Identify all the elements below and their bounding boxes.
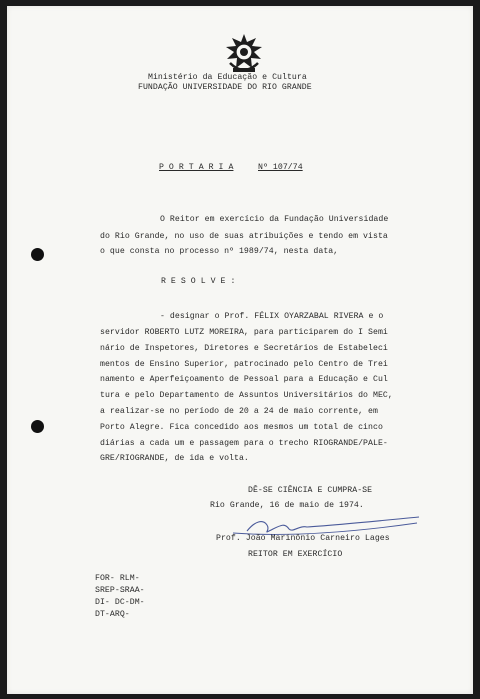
body-line: mentos de Ensino Superior, patrocinado pelo Centro de Trei	[100, 360, 388, 369]
coat-of-arms-emblem	[222, 33, 266, 77]
portaria-number: Nº 107/74	[258, 163, 303, 172]
distribution-line: SREP-SRAA-	[95, 586, 145, 595]
body-line: a realizar-se no período de 20 a 24 de maio corrente, em	[100, 407, 378, 416]
resolve-heading: R E S O L V E :	[161, 277, 236, 286]
body-line: tura e pelo Departamento de Assuntos Universitários do MEC,	[100, 391, 393, 400]
body-line: nário de Inspetores, Diretores e Secretários de Estabeleci	[100, 344, 388, 353]
signer-role: REITOR EM EXERCÍCIO	[248, 550, 343, 559]
foundation-line: FUNDAÇÃO UNIVERSIDADE DO RIO GRANDE	[138, 83, 312, 92]
punch-hole	[31, 248, 44, 261]
body-line: - designar o Prof. FÉLIX OYARZABAL RIVERA e o	[160, 312, 384, 321]
intro-line: do Rio Grande, no uso de suas atribuições e tendo em vista	[100, 232, 388, 241]
body-line: servidor ROBERTO LUTZ MOREIRA, para participarem do I Semi	[100, 328, 388, 337]
distribution-line: DI- DC-DM-	[95, 598, 145, 607]
place-date: Rio Grande, 16 de maio de 1974.	[210, 501, 364, 510]
body-line: diárias a cada um e passagem para o trecho RIOGRANDE/PALE-	[100, 439, 388, 448]
portaria-title: P O R T A R I A	[159, 163, 234, 172]
document-page	[7, 6, 473, 694]
body-line: GRE/RIOGRANDE, de ida e volta.	[100, 454, 249, 463]
punch-hole	[31, 420, 44, 433]
body-line: Porto Alegre. Fica concedido aos mesmos um total de cinco	[100, 423, 383, 432]
body-line: namento e Aperfeiçoamento de Pessoal para a Educação e Cul	[100, 375, 388, 384]
signer-name: Prof. João Marinônio Carneiro Lages	[216, 534, 390, 543]
closing-formula: DÊ-SE CIÊNCIA E CUMPRA-SE	[248, 486, 373, 495]
intro-line: o que consta no processo nº 1989/74, nesta data,	[100, 247, 339, 256]
ministry-line: Ministério da Educação e Cultura	[148, 73, 307, 82]
distribution-line: FOR- RLM-	[95, 574, 140, 583]
intro-line: O Reitor em exercício da Fundação Universidade	[160, 215, 389, 224]
distribution-line: DT-ARQ-	[95, 610, 130, 619]
